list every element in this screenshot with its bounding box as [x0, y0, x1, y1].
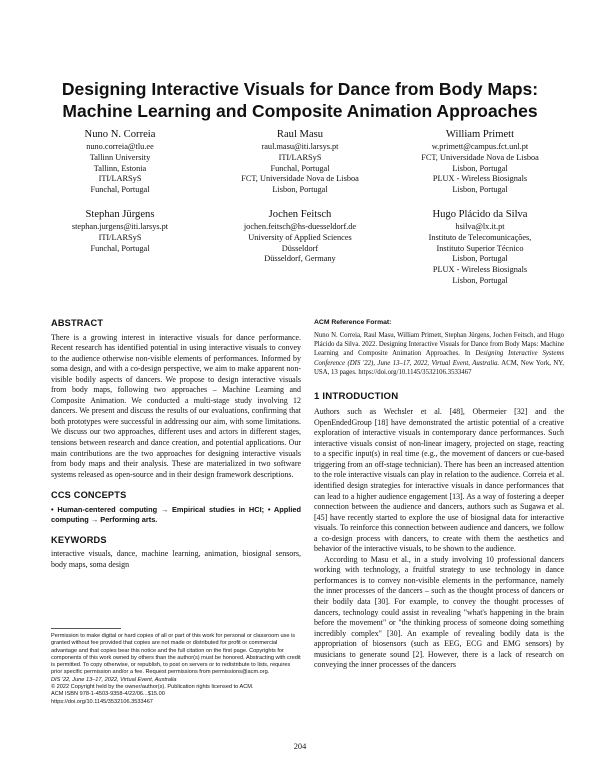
- ccs-heading: CCS CONCEPTS: [51, 490, 127, 501]
- introduction-heading: 1 INTRODUCTION: [314, 390, 399, 402]
- author-name: Raul Masu: [276, 129, 324, 140]
- title-line-1: Designing Interactive Visuals for Dance from Body Maps:: [61, 79, 539, 99]
- reference-format-block: [314, 318, 564, 378]
- conference-line: DIS '22, June 13–17, 2022, Virtual Event, Australia: [51, 676, 177, 683]
- author-name: Nuno N. Correia: [84, 129, 156, 140]
- author-1: [30, 128, 210, 196]
- author-6: [390, 208, 570, 287]
- author-affiliation: Instituto Superior Técnico: [436, 243, 524, 253]
- author-name: Hugo Plácido da Silva: [432, 209, 528, 220]
- author-affiliation: Instituto de Telecomunicações,: [428, 232, 532, 242]
- abstract-section: [51, 318, 301, 480]
- reference-tail: ACM, New York, NY, USA, 13 pages. https://doi.org/10.1145/3532106.3533467: [314, 359, 564, 377]
- author-affiliation: FCT, Universidade Nova de Lisboa: [421, 152, 539, 162]
- author-name: William Primett: [445, 129, 515, 140]
- author-location: Tallinn, Estonia: [93, 163, 147, 173]
- author-location: Lisbon, Portugal: [452, 275, 508, 285]
- reference-venue: Designing Interactive Systems Conference (DIS '22), June 13–17, 2022, Virtual Event, Australia.: [314, 350, 564, 367]
- author-affiliation: ITI/LARSyS: [278, 152, 322, 162]
- ccs-section: [51, 490, 301, 525]
- permission-notice: [51, 633, 301, 706]
- author-5: [210, 208, 390, 265]
- author-location: Lisbon, Portugal: [452, 163, 508, 173]
- reference-format-heading: ACM Reference Format:: [314, 319, 392, 326]
- paper-title: [40, 78, 560, 122]
- reference-authors: Nuno N. Correia, Raul Masu, William Primett, Stephan Jürgens, Jochen Feitsch, and Hugo Plácido da Silva. 2022. Designing Interactive Visuals for Dance from Body Maps: Machine Learning and Composite Animation Approaches. In: [314, 331, 564, 358]
- author-name: Stephan Jürgens: [85, 209, 155, 220]
- author-email: nuno.correia@tlu.ee: [86, 142, 154, 151]
- author-location: Lisbon, Portugal: [452, 254, 508, 264]
- abstract-text: There is a growing interest in interactive visuals for dance performance. Recent research has identified potential in using interactive visuals to convey to the audience otherwise non-visible elements of performances. Informed by soma design, and with a co-design perspective, we aim to make apparent non-visible bodily aspects of dancers. We propose to design interactive visuals from body maps, following two approaches – Machine Learning and Composite Animation. We conducted a multi-stage study involving 12 dancers. We present and discuss the results of our evaluations, confirming that both prototypes were successful in addressing our aim, with some limitations. We discuss our two approaches, different uses and actors in different stages, tensions between research and dance creation, and potential applications. Our main contributions are the two approaches for designing interactive visuals from body maps and their analysis. These are materialized in two software systems released as open-source and in their design framework descriptions.: [51, 332, 301, 479]
- introduction-paragraph-2: According to Masu et al., in a study involving 10 professional dancers working with technology, a fruitful strategy to use technology in dance performances is to convey non-visible elements in the performance, namely the inner processes of the dancers – such as the thought process of dancers or their bodily data [30]. For example, to convey the thought processes of dancers, technology could assist in revealing "what's happening in the brain before the movement" or "the thinking process of someone doing something incredibly complex" [30]. An example of revealing bodily data is the appropriation of biosensors (such as EEG, ECG and EMG sensors) by musicians to generate sound [2]. However, there is a lack of research on conveying the inner processes of the dancers: [314, 554, 564, 670]
- left-column: [51, 318, 301, 580]
- permission-text: Permission to make digital or hard copies of all or part of this work for personal or classroom use is granted without fee provided that copies are not made or distributed for profit or commercial advantage and that copies bear this notice and the full citation on the first page. Copyrights for components of this work owned by others than the author(s) must be honored. Abstracting with credit is permitted. To copy otherwise, or republish, to post on servers or to redistribute to lists, requires prior specific permission and/or a fee. Request permissions from permissions@acm.org.: [51, 633, 301, 676]
- introduction-section: [314, 392, 564, 671]
- author-email: stephan.jurgens@iti.larsys.pt: [71, 222, 169, 231]
- reference-format-text: [314, 331, 564, 378]
- author-email: hsilva@lx.it.pt: [455, 222, 505, 231]
- author-affiliation: PLUX - Wireless Biosignals: [432, 174, 528, 184]
- author-affiliation: FCT, Universidade Nova de Lisboa: [241, 174, 359, 184]
- abstract-heading: ABSTRACT: [51, 318, 104, 328]
- isbn-line: ACM ISBN 978-1-4503-9358-4/22/06...$15.00: [51, 691, 165, 698]
- author-location: Lisbon, Portugal: [452, 185, 508, 195]
- author-location: Düsseldorf, Germany: [264, 254, 336, 264]
- author-email: raul.masu@iti.larsys.pt: [261, 142, 339, 151]
- keywords-section: [51, 535, 301, 571]
- author-affiliation: ITI/LARSyS: [98, 232, 142, 242]
- introduction-paragraph-1: Authors such as Wechsler et al. [48], Obermeier [32] and the OpenEndedGroup [18] have demonstrated the artistic potential of a creative exploration of interactive visuals in contemporary dance performances. Such interactive visuals consist of non-linear imagery, projected on stage, reacting to a specific input(s) in real time (e.g., the movement of dancers or cue-based triggering from an off-stage technician). There has been an increased attention to the role interactive visuals can play in relation to the audience. Correia et al. identified design strategies for interactive visuals in dance performances that can lead to a higher audience engagement [13]. As a way of fostering a deeper connection between the audience and dancers, authors such as Sugawa et al. [45] have recently started to explore the use of biosignal data for interactive visuals. To reinforce this connection between audience and dancers, we follow a co-design process with dancers, to create with them the aesthetics and behavior of the interactive visuals, to be shown to the audience.: [314, 407, 564, 554]
- author-location: Funchal, Portugal: [270, 163, 330, 173]
- author-affiliation: ITI/LARSyS: [98, 174, 142, 184]
- ccs-text: • Human-centered computing → Empirical studies in HCI; • Applied computing → Performing arts.: [51, 504, 301, 524]
- keywords-heading: KEYWORDS: [51, 534, 107, 545]
- right-column: [314, 318, 564, 671]
- author-affiliation: Tallinn University: [89, 152, 151, 162]
- author-affiliation: University of Applied Sciences: [248, 232, 352, 242]
- author-email: w.primett@campus.fct.unl.pt: [431, 142, 529, 151]
- author-name: Jochen Feitsch: [268, 209, 332, 220]
- author-email: jochen.feitsch@hs-duesseldorf.de: [243, 222, 357, 231]
- author-2: [210, 128, 390, 196]
- title-line-2: Machine Learning and Composite Animation Approaches: [62, 101, 538, 121]
- author-affiliation: PLUX - Wireless Biosignals: [432, 265, 528, 275]
- keywords-text: interactive visuals, dance, machine learning, animation, biosignal sensors, body maps, soma design: [51, 549, 301, 569]
- copyright-line: © 2022 Copyright held by the owner/author(s). Publication rights licensed to ACM.: [51, 684, 254, 691]
- author-3: [390, 128, 570, 196]
- author-location: Lisbon, Portugal: [272, 185, 328, 195]
- author-4: [30, 208, 210, 254]
- doi-line[interactable]: https://doi.org/10.1145/3532106.3533467: [51, 698, 153, 705]
- author-location: Funchal, Portugal: [90, 243, 150, 253]
- author-location: Funchal, Portugal: [90, 185, 150, 195]
- author-affiliation: Düsseldorf: [281, 243, 319, 253]
- footnote-divider: [51, 628, 121, 629]
- page-number: 204: [293, 742, 307, 751]
